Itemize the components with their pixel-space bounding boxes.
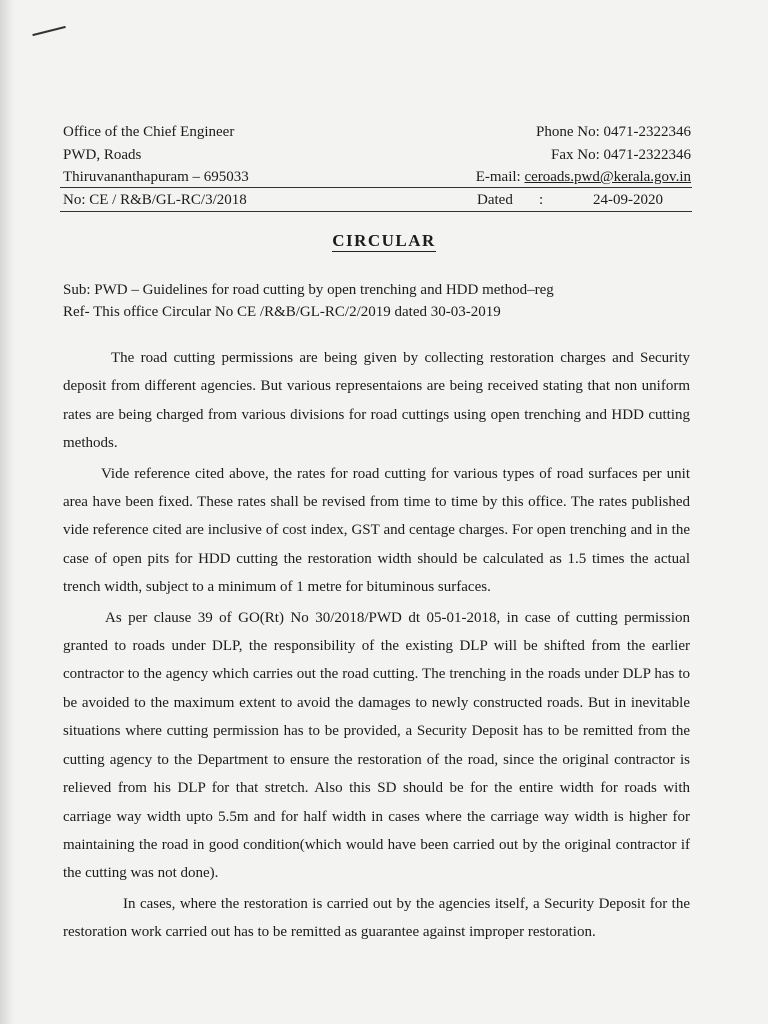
email-label: E-mail: xyxy=(475,169,525,185)
header-row-3 xyxy=(63,166,691,189)
circular-number: No: CE / R&B/GL-RC/3/2018 xyxy=(63,192,247,208)
reference-number-row xyxy=(63,189,663,211)
paragraph: In cases, where the restoration is carried out by the agencies itself, a Security Deposit for the restoration work carried out has to be remitted as guarantee against improper restoration. xyxy=(63,895,690,941)
fax-number: Fax No: 0471-2322346 xyxy=(551,146,691,163)
email-link[interactable]: ceroads.pwd@kerala.gov.in xyxy=(524,169,691,185)
paragraph: As per clause 39 of GO(Rt) No 30/2018/PWD dt 05-01-2018, in case of cutting permission granted to roads under DLP, the responsibility of the existing DLP will be shifted from the earlier contractor to the agency which carries out the road cutting. The trenching in the roads under DLP has to be avoided to the maximum extent to avoid the damages to newly constructed roads. But in inevitable situations where cutting permission has to be provided, a Security Deposit has to be remitted from the cutting agency to the Department to ensure the restoration of the road, since the original contractor is relieved from his DLP for that stretch. Also this SD should be for the entire width for roads with carriage way width upto 5.5m and for half width in cases where the carriage way width is higher for maintaining the road in good condition(which would have been carried out by the original contractor if the cutting was not done). xyxy=(63,609,690,882)
subject-reference-block xyxy=(63,279,703,323)
paragraph: The road cutting permissions are being given by collecting restoration charges and Security deposit from different agencies. But various representaions are being received stating that non uniform rates are being charged from various divisions for road cuttings using open trenching and HDD cutting methods. xyxy=(63,350,690,452)
circular-date: 24-09-2020 xyxy=(593,192,663,208)
subject-line: Sub: PWD – Guidelines for road cutting by open trenching and HDD method–reg xyxy=(63,282,554,298)
header-rule-bottom xyxy=(60,211,692,212)
dated-label: Dated xyxy=(477,192,513,208)
header-row-1 xyxy=(63,121,691,144)
office-address: Thiruvananthapuram – 695033 xyxy=(63,169,249,185)
reference-line: Ref- This office Circular No CE /R&B/GL-RC/2/2019 dated 30-03-2019 xyxy=(63,304,501,320)
department-name: PWD, Roads xyxy=(63,146,142,163)
title-text: CIRCULAR xyxy=(332,231,436,250)
letterhead xyxy=(63,121,691,189)
header-row-2 xyxy=(63,144,691,167)
paragraph: Vide reference cited above, the rates for road cutting for various types of road surfaces per unit area have been fixed. These rates shall be revised from time to time by this office. The rates published vide reference cited are inclusive of cost index, GST and centage charges. For open trenching and in the case of open pits for HDD cutting the restoration width should be calculated as 1.5 times the actual trench width, subject to a minimum of 1 metre for bituminous surfaces. xyxy=(63,465,690,596)
phone-number: Phone No: 0471-2322346 xyxy=(536,124,691,140)
pen-mark xyxy=(32,26,65,36)
dated-colon: : xyxy=(539,192,544,208)
email-line xyxy=(476,166,691,189)
circular-body xyxy=(63,344,690,949)
office-name: Office of the Chief Engineer xyxy=(63,124,235,140)
document-title xyxy=(0,231,768,251)
scan-shadow xyxy=(0,0,14,1024)
header-rule-top xyxy=(60,187,692,188)
dated-group xyxy=(477,189,663,211)
